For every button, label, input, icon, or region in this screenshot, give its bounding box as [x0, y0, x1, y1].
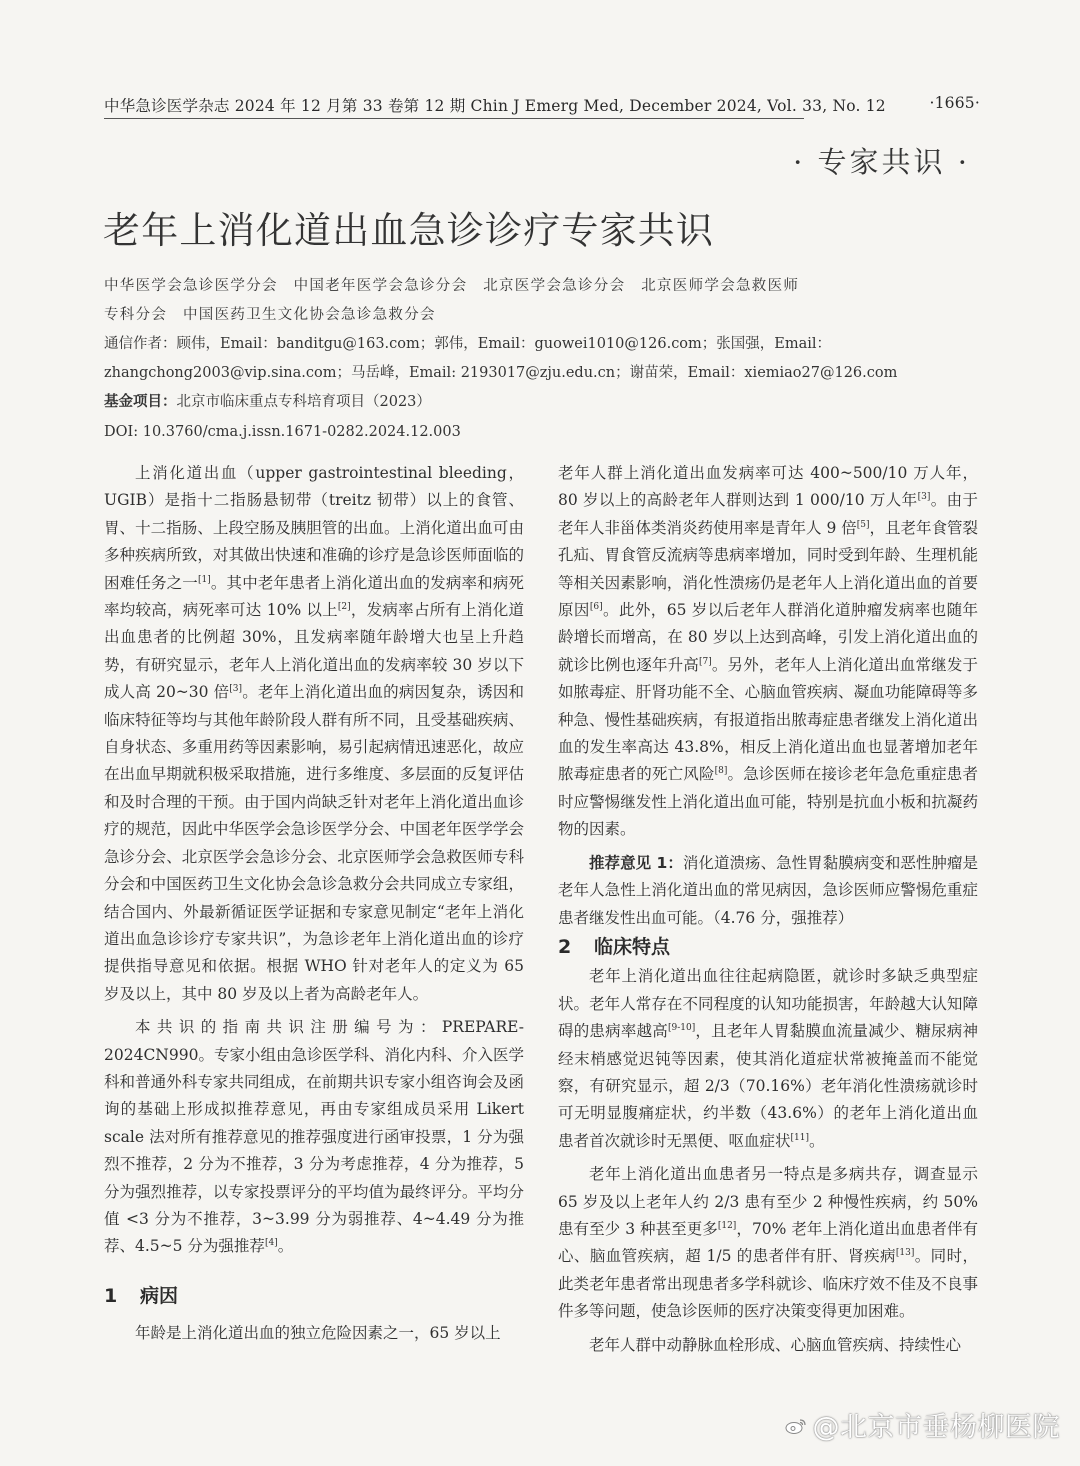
etiology-paragraph-cont: 老年人群上消化道出血发病率可达 400~500/10 万人年，80 岁以上的高龄老年人群则达到 1 000/10 万人年[3]。由于老年人非甾体类消炎药使用率是青年人 9 倍[5]，且老年食管裂孔疝、胃食管反流病等患病率增加，同时受到年龄、生理机能等相关因素影响，消化性溃疡仍是老年人上消化道出血的首要原因[6]。此外，65 岁以后老年人群消化道肿瘤发病率也随年龄增长而增高，在 80 岁以上达到高峰，引发上消化道出血的就诊比例也逐年升高[7]。另外，老年人上消化道出血常继发于如脓毒症、肝肾功能不全、心脑血管疾病、凝血功能障碍等多种急、慢性基础疾病，有报道指出脓毒症患者继发上消化道出血的发生率高达 43.8%，相反上消化道出血也显著增加老年脓毒症患者的死亡风险[8]。急诊医师在接诊老年急危重症患者时应警惕继发性上消化道出血可能，特别是抗血小板和抗凝药物的因素。: [558, 464, 978, 839]
citation: [7]: [698, 656, 712, 667]
weibo-logo-icon: [785, 1418, 807, 1434]
intro-paragraph: 上消化道出血（upper gastrointestinal bleeding，UGIB）是指十二指肠悬韧带（treitz 韧带）以上的食管、胃、十二指肠、上段空肠及胰胆管的出血。上消化道出血可由多种疾病所致，对其做出快速和准确的诊疗是急诊医师面临的困难任务之一[1]。其中老年患者上消化道出血的发病率和病死率均较高，病死率可达 10% 以上[2]，发病率占所有上消化道出血患者的比例超 30%，且发病率随年龄增大也呈上升趋势，有研究显示，老年人上消化道出血的发病率较 30 岁以下成人高 20~30 倍[3]。老年上消化道出血的病因复杂，诱因和临床特征等均与其他年龄阶段人群有所不同，且受基础疾病、自身状态、多重用药等因素影响，易引起病情迅速恶化，故应在出血早期就积极采取措施，进行多维度、多层面的反复评估和及时合理的干预。由于国内尚缺乏针对老年上消化道出血诊疗的规范，因此中华医学会急诊医学分会、中国老年医学学会急诊分会、北京医学会急诊分会、北京医师学会急救医师专科分会和中国医药卫生文化协会急诊急救分会共同成立专家组，结合国内、外最新循证医学证据和专家意见制定“老年上消化道出血急诊诊疗专家共识”，为急诊老年上消化道出血的诊疗提供指导意见和依据。根据 WHO 针对老年人的定义为 65 岁及以上，其中 80 岁及以上者为高龄老年人。: [104, 464, 524, 1003]
header-underline: [104, 118, 804, 119]
watermark-text: @北京市垂杨柳医院: [812, 1412, 1060, 1443]
orgs-line: 专科分会 中国医药卫生文化协会急诊急救分会: [104, 306, 436, 323]
watermark: [785, 1405, 1061, 1444]
right-column: [558, 460, 978, 1359]
article-title: 老年上消化道出血急诊诊疗专家共识: [103, 209, 715, 252]
citation: [8]: [714, 766, 728, 777]
clinical-paragraph-2: 老年上消化道出血患者另一特点是多病共存，调查显示 65 岁及以上老年人约 2/3 患有至少 2 种慢性疾病，约 50% 患有至少 3 种甚至更多[12]，70% 老年上消化道出血患者伴有心、脑血管疾病，超 1/5 的患者伴有肝、肾疾病[13]。同时，此类老年患者常出现患者多学科就诊、临床疗效不佳及不良事件多等问题，使急诊医师的医疗决策变得更加困难。: [558, 1165, 978, 1321]
funding: [104, 388, 984, 416]
citation: [11]: [790, 1132, 809, 1143]
doi: DOI: 10.3760/cma.j.issn.1671-0282.2024.12.003: [104, 424, 461, 440]
method-paragraph: 本共识的指南共识注册编号为：PREPARE-2024CN990。专家小组由急诊医学科、消化内科、介入医学科和普通外科专家共同组成，在前期共识专家小组咨询会及函询的基础上形成拟推荐意见，再由专家组成员采用 Likert scale 法对所有推荐意见的推荐强度进行函审投票，1 分为强烈不推荐，2 分为不推荐，3 分为考虑推荐，4 分为推荐，5 分为强烈推荐，以专家投票评分的平均值为最终评分。平均分值 <3 分为不推荐，3~3.99 分为弱推荐、4~4.49 分为推荐、4.5~5 分为强推荐[4]。: [104, 1018, 524, 1256]
citation: [12]: [717, 1220, 737, 1231]
corresponding-authors: [104, 330, 984, 387]
left-column: [104, 460, 524, 1348]
journal-citation-line: 中华急诊医学杂志 2024 年 12 月第 33 卷第 12 期 Chin J Emerg Med, December 2024, Vol. 33, No. 12: [104, 97, 886, 115]
clinical-paragraph-1: 老年上消化道出血往往起病隐匿，就诊时多缺乏典型症状。老年人常存在不同程度的认知功能损害，年龄越大认知障碍的患病率越高[9-10]，且老年人胃黏膜血流量减少、糖尿病神经末梢感觉迟钝等因素，使其消化道症状常被掩盖而不能觉察，有研究显示，超 2/3（70.16%）老年消化性溃疡就诊时可无明显腹痛症状，约半数（43.6%）的老年上消化道出血患者首次就诊时无黑便、呕血症状[11]。: [558, 967, 978, 1150]
recommendation-1: 推荐意见 1：消化道溃疡、急性胃黏膜病变和恶性肿瘤是老年人急性上消化道出血的常见病因，急诊医师应警惕危重症患者继发性出血可能。（4.76 分，强推荐）: [558, 853, 978, 927]
etiology-paragraph-start: 年龄是上消化道出血的独立危险因素之一，65 岁以上: [135, 1324, 501, 1343]
citation: [6]: [589, 601, 603, 612]
section-heading-1: 1 病因: [104, 1284, 179, 1307]
clinical-paragraph-3-start: 老年人群中动静脉血栓形成、心脑血管疾病、持续性心: [589, 1335, 962, 1354]
citation: [3]: [229, 684, 243, 695]
recommendation-label: 推荐意见 1：: [589, 853, 683, 872]
page-number: ·1665·: [929, 94, 980, 112]
corr-line: zhangchong2003@vip.sina.com；马岳峰，Email: 2193017@zju.edu.cn；谢苗荣，Email：xiemiao27@126.com: [104, 364, 898, 381]
citation: [9-10]: [667, 1022, 696, 1033]
citation: [5]: [856, 519, 870, 530]
orgs-line: 中华医学会急诊医学分会 中国老年医学会急诊分会 北京医学会急诊分会 北京医师学会急救医师: [104, 278, 800, 294]
citation: [1]: [197, 574, 211, 585]
funding-label: 基金项目：: [104, 393, 177, 410]
citation: [3]: [917, 492, 931, 503]
citation: [13]: [895, 1248, 915, 1259]
corr-line: 通信作者：顾伟，Email：banditgu@163.com；郭伟，Email：guowei1010@126.com；张国强，Email：: [104, 336, 832, 352]
funding-text: 北京市临床重点专科培育项目（2023）: [176, 394, 431, 410]
section-heading-2: 2 临床特点: [558, 935, 671, 958]
citation: [4]: [264, 1238, 278, 1249]
section-tag: · 专家共识 ·: [793, 145, 970, 179]
author-organizations: [104, 272, 984, 329]
citation: [2]: [337, 601, 351, 612]
